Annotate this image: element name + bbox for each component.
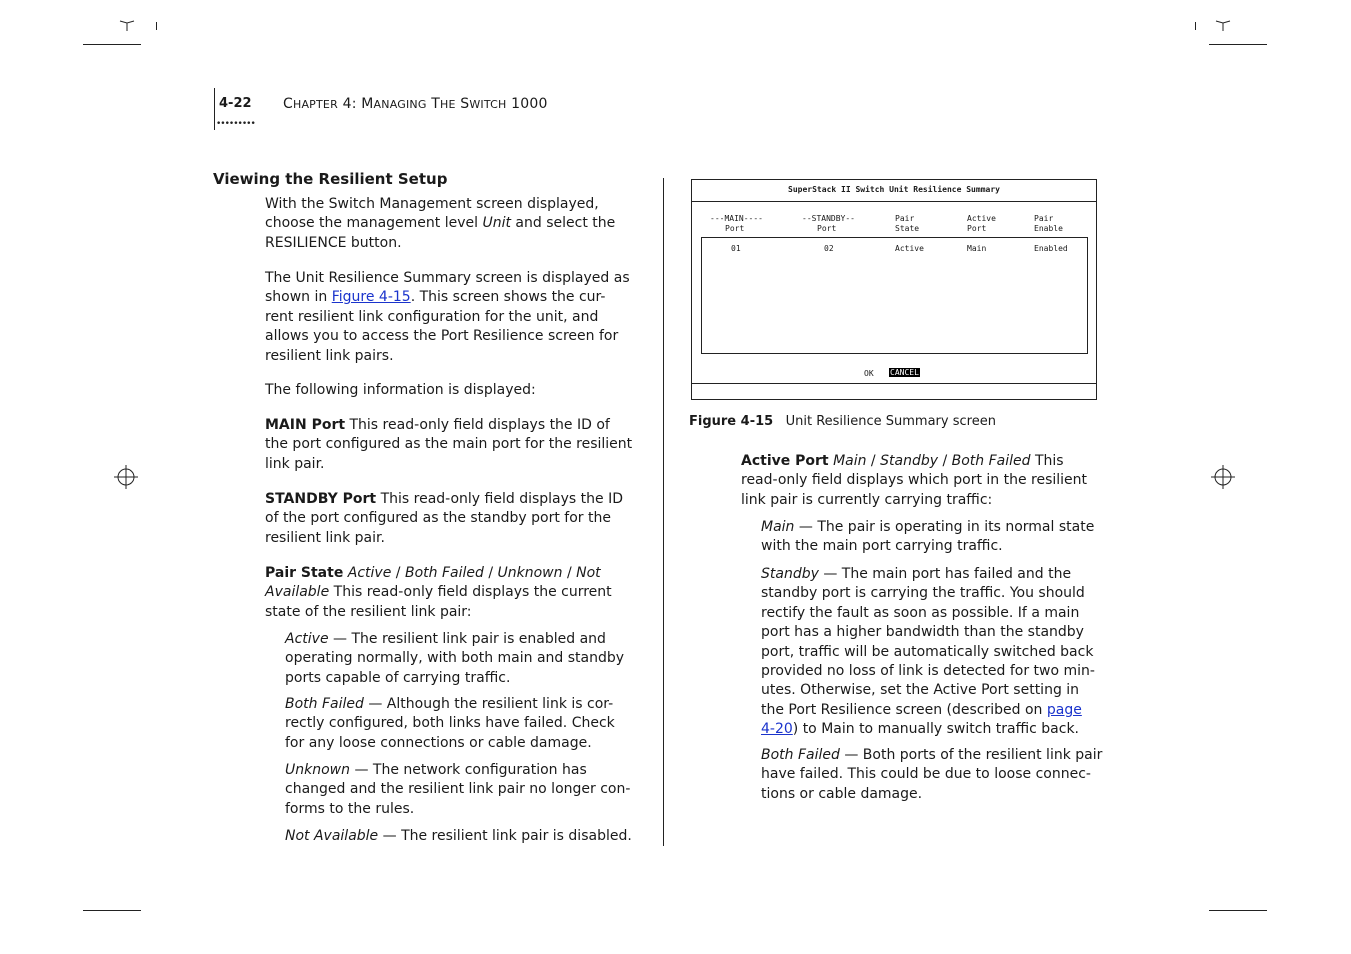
figure-caption: Figure 4-15 Unit Resilience Summary screen: [689, 414, 996, 429]
crop-mark: [1209, 44, 1267, 45]
screen-title-rule: [692, 201, 1096, 202]
active-port-standby: Standby — The main port has failed and the standby port is carrying the traffic. You should rectify the fault as soon as possible. If a main port has a higher bandwidth than the standby port, traffic will be automatically switched back provided no loss of link is detected for two min- utes. Otherwise, set the Active Port setting in the Port Resilience screen (described on page 4-20) to Main to manually switch traffic back.: [761, 566, 1095, 738]
standby-port-description: STANDBY Port This read-only field displays the ID of the port configured as the standby port for the resilient link pair.: [265, 491, 623, 546]
crop-mark: [156, 22, 157, 30]
column-header-pair-state: Pair State: [895, 214, 920, 233]
state-unknown: Unknown — The network configuration has changed and the resilient link pair no longer con- forms to the rules.: [285, 762, 631, 817]
summary-paragraph: The Unit Resilience Summary screen is displayed as shown in Figure 4-15. This screen shows the cur- rent resilient link configuration for the unit, and allows you to access the Port Resilience screen for resilient link pairs.: [265, 270, 630, 364]
ok-button[interactable]: OK: [864, 369, 874, 378]
resilience-summary-screen: [691, 179, 1097, 400]
state-active: Active — The resilient link pair is enabled and operating normally, with both main and standby ports capable of carrying traffic.: [285, 631, 625, 686]
page-link-number[interactable]: 4-20: [761, 721, 793, 738]
cell-pair-enable: Enabled: [1034, 244, 1068, 253]
crop-mark: [83, 44, 141, 45]
registration-mark-icon: [119, 18, 135, 32]
section-title: Viewing the Resilient Setup: [213, 170, 448, 188]
intro-paragraph: With the Switch Management screen displayed, choose the management level Unit and select the RESILIENCE button.: [265, 196, 616, 251]
main-port-description: MAIN Port This read-only field displays the ID of the port configured as the main port for the resilient link pair.: [265, 417, 633, 472]
cell-standby-port: 02: [824, 244, 834, 253]
active-port-both-failed: Both Failed — Both ports of the resilient link pair have failed. This could be due to loose connec- tions or cable damage.: [761, 747, 1103, 802]
crop-mark: [1209, 910, 1267, 911]
crop-mark: [1195, 22, 1196, 30]
cell-pair-state: Active: [895, 244, 924, 253]
screen-title: SuperStack II Switch Unit Resilience Summary: [788, 185, 1000, 194]
column-header-active-port: Active Port: [967, 214, 996, 233]
state-both-failed: Both Failed — Although the resilient link is cor- rectly configured, both links have failed. Check for any loose connections or cable damage.: [285, 696, 615, 751]
page-number: 4-22: [219, 96, 252, 111]
registration-target-icon: [1211, 465, 1235, 489]
page-link[interactable]: page: [1046, 701, 1082, 718]
cell-main-port: 01: [731, 244, 741, 253]
page-number-dots: •••••••••: [216, 119, 255, 129]
chapter-heading: CHAPTER 4: MANAGING THE SWITCH 1000: [283, 96, 548, 112]
info-intro: The following information is displayed:: [265, 382, 536, 398]
resilient-pairs-list[interactable]: [701, 237, 1088, 354]
pair-state-description: Pair State Active / Both Failed / Unknown / Not Available This read-only field displays the current state of the resilient link pair:: [265, 565, 612, 620]
cell-active-port: Main: [967, 244, 987, 253]
crop-mark: [83, 910, 141, 911]
screen-footer-rule: [692, 383, 1096, 384]
figure-link[interactable]: Figure 4-15: [331, 289, 411, 306]
column-divider: [663, 178, 664, 846]
column-header-pair-enable: Pair Enable: [1034, 214, 1063, 233]
header-rule: [214, 88, 215, 130]
registration-mark-icon: [1215, 18, 1231, 32]
state-not-available: Not Available — The resilient link pair is disabled.: [285, 828, 632, 844]
registration-target-icon: [114, 465, 138, 489]
column-header-main-port: ---MAIN---- Port: [710, 214, 763, 233]
cancel-button[interactable]: CANCEL: [890, 368, 919, 377]
active-port-description: Active Port Main / Standby / Both Failed This read-only field displays which port in the resilient link pair is currently carrying traffic:: [741, 453, 1088, 508]
active-port-main: Main — The pair is operating in its normal state with the main port carrying traffic.: [761, 519, 1095, 555]
column-header-standby-port: --STANDBY-- Port: [802, 214, 855, 233]
